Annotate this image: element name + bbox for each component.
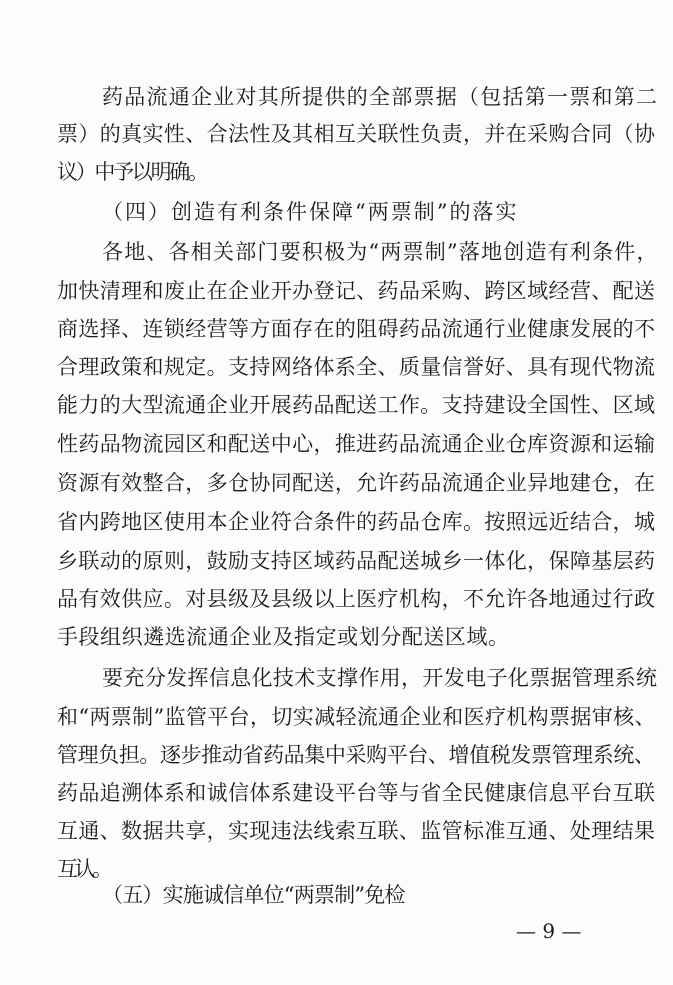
text-line-1: 药品流通企业对其所提供的全部票据（包括第一票和第二 [102,85,659,109]
text-line-3: 议）中予以明确。 [57,160,207,184]
text-line-11: 资源有效整合，多仓协同配送，允许药品流通企业异地建仓，在 [57,471,656,495]
text-line-19: 药品追溯体系和诚信体系建设平台等与省全民健康信息平台互联 [57,781,656,805]
text-line-16: 要充分发挥信息化技术支撑作用，开发电子化票据管理系统 [102,666,658,690]
text-line-5: 各地、各相关部门要积极为“两票制”落地创造有利条件， [102,240,659,264]
text-line-18: 管理负担。逐步推动省药品集中采购平台、增值税发票管理系统、 [57,743,655,767]
section-heading-4: （四）创造有利条件保障“两票制”的落实 [102,200,519,224]
text-line-17: 和“两票制”监管平台，切实减轻流通企业和医疗机构票据审核、 [57,705,656,729]
text-line-21: 互认。 [57,857,110,881]
text-line-20: 互通、数据共享，实现违法线索互联、监管标准互通、处理结果 [57,819,656,843]
text-line-13: 乡联动的原则，鼓励支持区域药品配送城乡一体化，保障基层药 [57,549,656,573]
page-number: — 9 — [516,919,582,943]
section-heading-5: （五）实施诚信单位“两票制”免检 [102,883,405,907]
text-line-9: 能力的大型流通企业开展药品配送工作。支持建设全国性、区域 [57,393,656,417]
text-line-2: 票）的真实性、合法性及其相互关联性负责，并在采购合同（协 [57,122,656,146]
text-line-7: 商选择、连锁经营等方面存在的阻碍药品流通行业健康发展的不 [57,317,656,341]
text-line-14: 品有效供应。对县级及县级以上医疗机构，不允许各地通过行政 [57,587,656,611]
text-line-12: 省内跨地区使用本企业符合条件的药品仓库。按照远近结合，城 [57,510,656,534]
text-line-10: 性药品物流园区和配送中心，推进药品流通企业仓库资源和运输 [57,432,656,456]
text-line-15: 手段组织遴选流通企业及指定或划分配送区域。 [57,625,510,649]
text-line-8: 合理政策和规定。支持网络体系全、质量信誉好、具有现代物流 [57,355,656,379]
text-line-6: 加快清理和废止在企业开办登记、药品采购、跨区域经营、配送 [57,279,656,303]
